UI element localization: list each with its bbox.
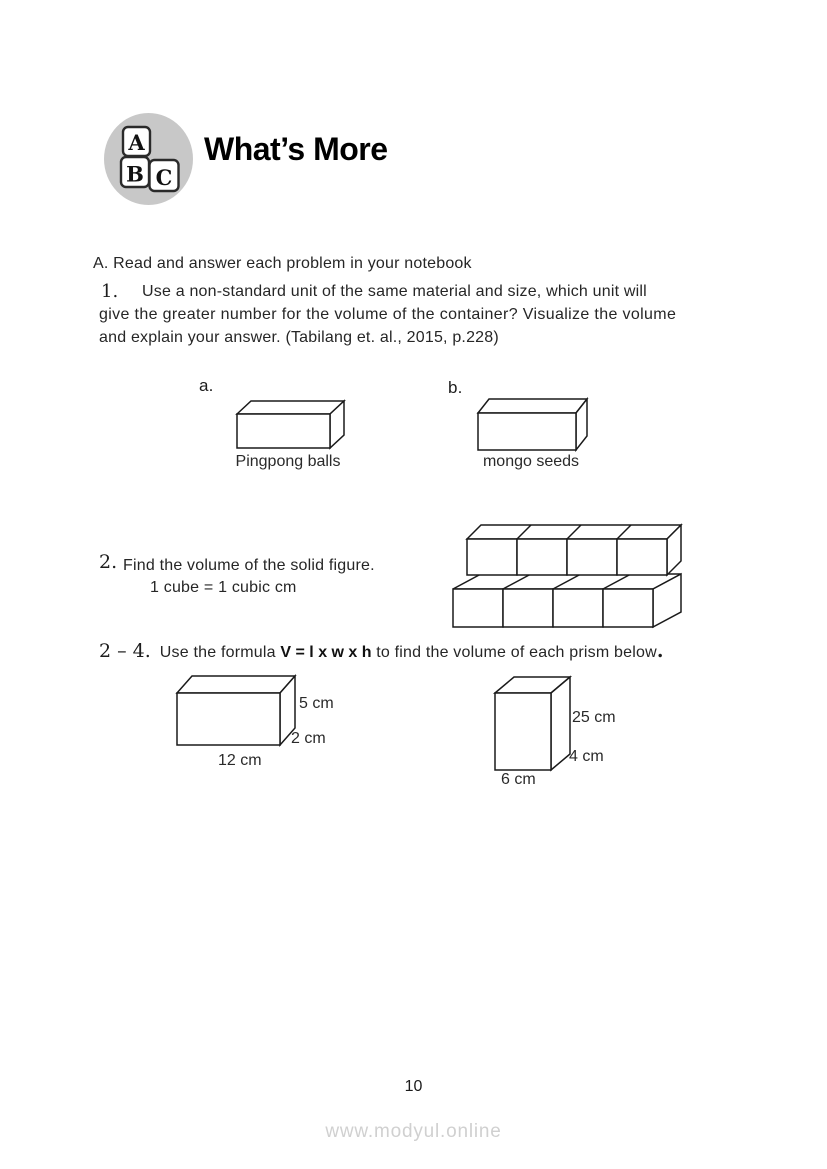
problem-2-text: Find the volume of the solid figure. [123,557,375,574]
problem-2-note: 1 cube = 1 cubic cm [150,579,297,596]
problem-2-4-text-after: to find the volume of each prism below [371,644,657,661]
page-number: 10 [404,1078,423,1095]
option-b-caption: mongo seeds [482,453,580,470]
abc-blocks-graphic [104,113,193,205]
problem-2-4-number: 2 – 4. [99,640,151,662]
block-letter-a: A [128,130,145,155]
problem-1-line-3: and explain your answer. (Tabilang et. al., 2015, p.228) [99,329,499,346]
prism-1-figure [170,671,305,756]
prism-1-depth-label: 2 cm [291,730,326,747]
watermark: www.modyul.online [325,1121,502,1142]
cube-stack-figure [435,496,687,632]
problem-2-4-instruction [99,640,663,662]
problem-2-4-text-before: Use the formula [159,644,281,661]
option-a-caption: Pingpong balls [235,453,341,470]
prism-1-height-label: 5 cm [299,695,334,712]
block-letter-c: C [155,165,173,190]
volume-formula: V = l x w x h [280,644,372,661]
prism-2-height-label: 25 cm [572,709,616,726]
box-a-figure [230,395,352,453]
problem-1-number: 1. [101,281,119,302]
prism-1-length-label: 12 cm [218,752,262,769]
option-b-label: b. [448,378,463,397]
option-a-label: a. [199,376,214,395]
problem-2-4-period: . [656,640,664,662]
block-letter-b: B [126,161,144,187]
prism-2-length-label: 6 cm [501,771,536,788]
abc-blocks-icon [104,113,193,205]
instruction-a: A. Read and answer each problem in your notebook [93,255,472,272]
problem-2-number: 2. [99,551,118,573]
prism-2-depth-label: 4 cm [569,748,604,765]
problem-1-line-2: give the greater number for the volume of the container? Visualize the volume [99,306,677,323]
problem-1-line-1: Use a non-standard unit of the same material and size, which unit will [142,283,647,300]
box-b-figure [470,394,592,456]
section-title: What’s More [204,131,388,167]
